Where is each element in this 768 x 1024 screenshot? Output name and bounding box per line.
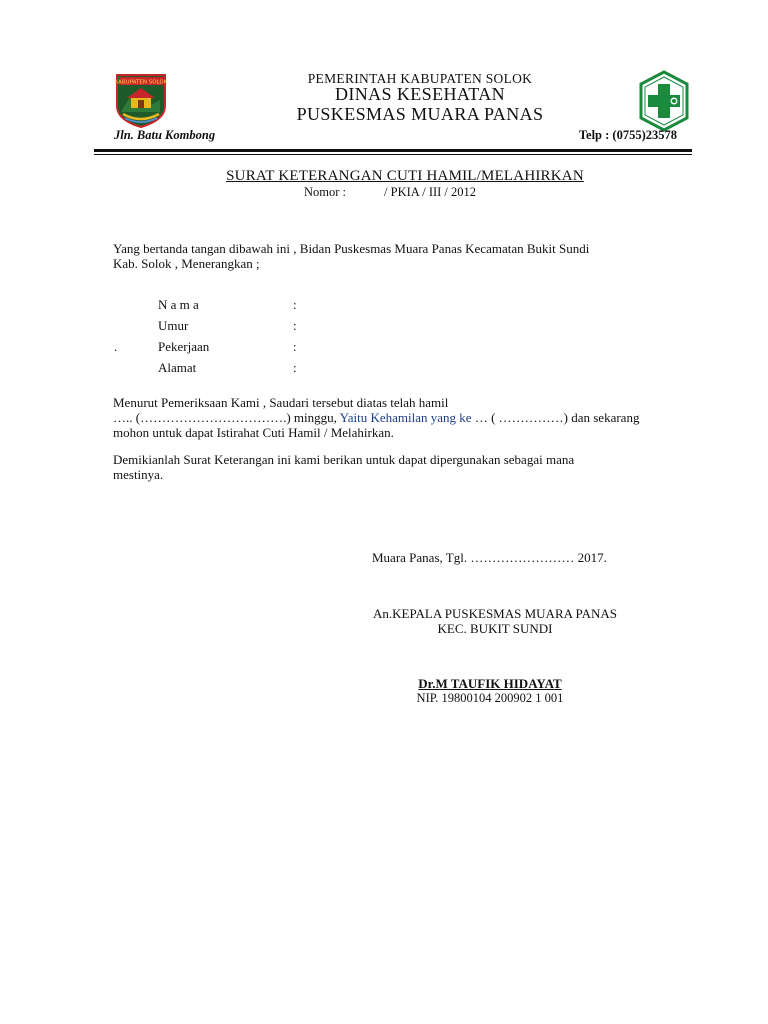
field-label-nama: N a m a xyxy=(158,297,199,312)
body-paragraph xyxy=(113,395,688,440)
intro-line: Kab. Solok , Menerangkan ; xyxy=(113,256,260,271)
field-colon: : xyxy=(293,339,297,354)
government-name: PEMERINTAH KABUPATEN SOLOK xyxy=(307,71,533,86)
document-number xyxy=(304,185,476,200)
emblem-text: KABUPATEN SOLOK xyxy=(114,79,168,86)
document-title: SURAT KETERANGAN CUTI HAMIL/MELAHIRKAN xyxy=(226,168,584,184)
signatory-nip: NIP. 19800104 200902 1 001 xyxy=(416,691,564,705)
letterhead-rule-thin xyxy=(94,154,692,155)
field-colon: : xyxy=(293,360,297,375)
body-line: Menurut Pemeriksaan Kami , Saudari tersebut diatas telah hamil xyxy=(113,395,449,410)
number-label: Nomor : xyxy=(304,185,347,199)
field-colon: : xyxy=(293,297,297,312)
place-and-date: Muara Panas, Tgl. …………………… 2017. xyxy=(372,550,607,565)
signatory-name: Dr.M TAUFIK HIDAYAT xyxy=(418,676,562,691)
number-value: / PKIA / III / 2012 xyxy=(384,185,477,199)
pregnancy-order-blank: … ( ……………) dan sekarang xyxy=(471,410,640,425)
body-line: mohon untuk dapat Istirahat Cuti Hamil / Melahirkan. xyxy=(113,425,394,440)
letterhead-rule-thick xyxy=(94,149,692,152)
body-line xyxy=(113,410,688,425)
field-label-umur: Umur xyxy=(158,318,189,333)
field-label-alamat: Alamat xyxy=(158,360,197,375)
signatory-district: KEC. BUKIT SUNDI xyxy=(437,621,553,636)
unit-name: PUSKESMAS MUARA PANAS xyxy=(296,104,544,124)
signatory-title: An.KEPALA PUSKESMAS MUARA PANAS xyxy=(373,606,617,621)
field-label-pekerjaan: Pekerjaan xyxy=(158,339,210,354)
weeks-blank: ….. (…………………………….) minggu, xyxy=(113,410,340,425)
office-phone: Telp : (0755)23578 xyxy=(578,128,677,142)
closing-line: Demikianlah Surat Keterangan ini kami berikan untuk dapat dipergunakan sebagai mana xyxy=(113,452,575,467)
intro-paragraph xyxy=(113,241,673,271)
pregnancy-order-text: Yaitu Kehamilan yang ke xyxy=(339,410,472,425)
closing-paragraph xyxy=(113,452,673,482)
field-colon: : xyxy=(293,318,297,333)
office-name: DINAS KESEHATAN xyxy=(334,84,506,104)
closing-line: mestinya. xyxy=(113,467,164,482)
stray-mark: . xyxy=(114,339,118,354)
intro-line: Yang bertanda tangan dibawah ini , Bidan Puskesmas Muara Panas Kecamatan Bukit Sundi xyxy=(113,241,590,256)
office-address: Jln. Batu Kombong xyxy=(114,128,216,142)
